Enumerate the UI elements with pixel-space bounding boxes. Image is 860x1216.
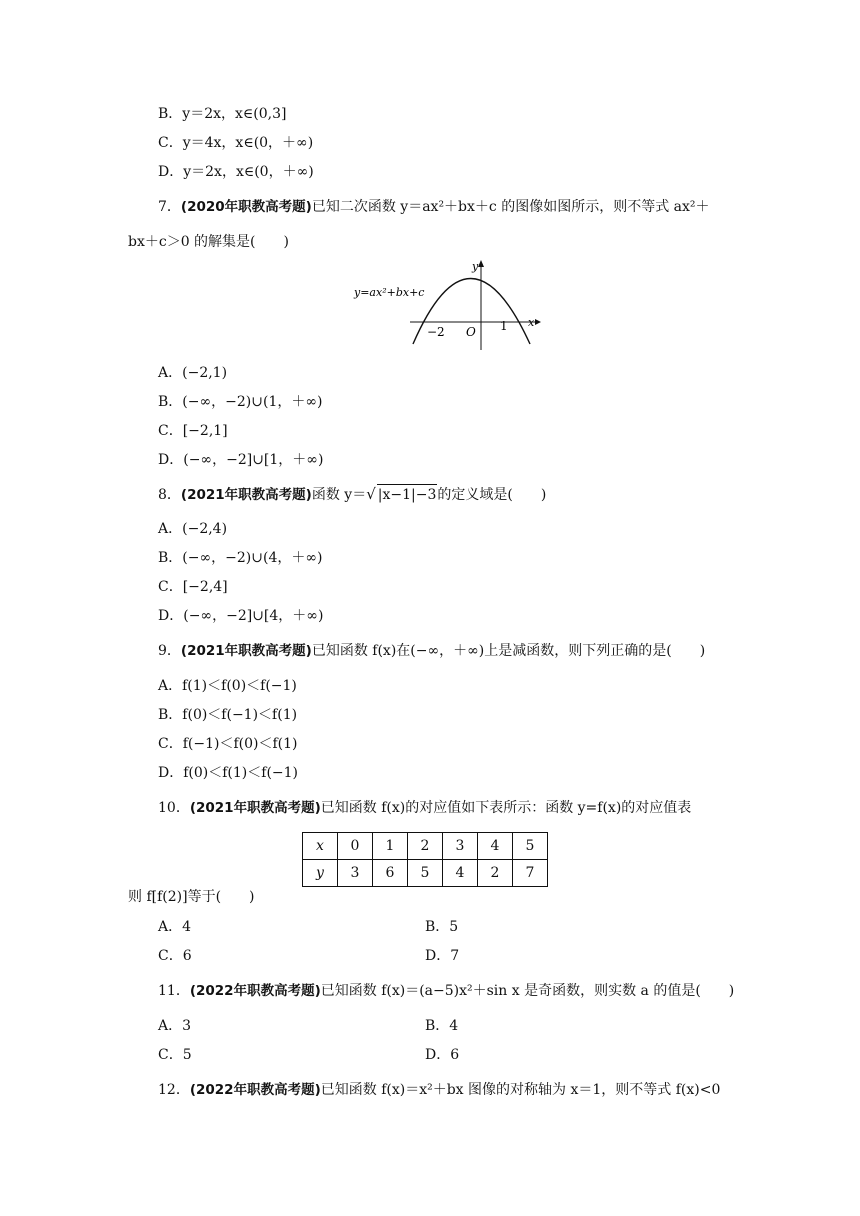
table-cell: 4: [478, 833, 513, 860]
q7-option-a: A．(−2,1): [158, 365, 228, 381]
x-axis-label: x: [528, 316, 535, 329]
table-row-y: [303, 860, 548, 887]
q9-option-a: A．f(1)＜f(0)＜f(−1): [158, 678, 297, 694]
q7-parabola-graph: [350, 258, 550, 353]
q8-option-d: D．(−∞，−2]∪[4，＋∞): [158, 608, 324, 624]
q11-option-c: C．5: [158, 1047, 192, 1063]
q11-option-d: D．6: [425, 1047, 460, 1063]
q7-option-d: D．(−∞，−2]∪[1，＋∞): [158, 452, 324, 468]
q12-stem: 12．(2022年职教高考题)已知函数 f(x)＝x²＋bx 图像的对称轴为 x＝1，则不等式 f(x)<0: [158, 1082, 721, 1098]
q9-option-d: D．f(0)＜f(1)＜f(−1): [158, 765, 299, 781]
q10-option-a: A．4: [158, 919, 192, 935]
q11-stem: 11．(2022年职教高考题)已知函数 f(x)＝(a−5)x²＋sin x 是奇函数，则实数 a 的值是( ): [158, 983, 735, 999]
table-cell: 5: [513, 833, 548, 860]
origin-label: O: [466, 325, 476, 339]
q8-option-a: A．(−2,4): [158, 521, 228, 537]
table-cell: 5: [408, 860, 443, 887]
q9-option-b: B．f(0)＜f(−1)＜f(1): [158, 707, 298, 723]
q11-option-b: B．4: [425, 1018, 459, 1034]
y-axis-label: y: [472, 260, 479, 273]
q9-stem: 9．(2021年职教高考题)已知函数 f(x)在(−∞，＋∞)上是减函数，则下列正确的是( ): [158, 643, 706, 659]
table-cell: 1: [373, 833, 408, 860]
table-header-y: y: [303, 860, 338, 887]
q8-option-c: C．[−2,4]: [158, 579, 228, 595]
q9-option-c: C．f(−1)＜f(0)＜f(1): [158, 736, 298, 752]
table-cell: 3: [443, 833, 478, 860]
table-cell: 3: [338, 860, 373, 887]
q8-option-b: B．(−∞，−2)∪(4，＋∞): [158, 550, 323, 566]
q7-option-b: B．(−∞，−2)∪(1，＋∞): [158, 394, 323, 410]
q10-option-b: B．5: [425, 919, 459, 935]
table-cell: 6: [373, 860, 408, 887]
q7-stem-line2: bx＋c＞0 的解集是( ): [128, 234, 289, 250]
q10-stem: 10．(2021年职教高考题)已知函数 f(x)的对应值如下表所示：函数 y=f(x)的对应值表: [158, 800, 692, 816]
table-cell: 2: [478, 860, 513, 887]
q8-stem: 8．(2021年职教高考题)函数 y＝√ |x−1|−3的定义域是( ): [158, 485, 547, 503]
root-left-label: −2: [427, 325, 445, 339]
table-cell: 4: [443, 860, 478, 887]
q10-option-d: D．7: [425, 948, 460, 964]
table-cell: 2: [408, 833, 443, 860]
x-axis-arrow: [535, 319, 541, 325]
q10-followup: 则 f[f(2)]等于( ): [128, 889, 255, 905]
function-label: y=ax²+bx+c: [354, 286, 425, 299]
q7-option-c: C．[−2,1]: [158, 423, 228, 439]
table-header-x: x: [303, 833, 338, 860]
q10-option-c: C．6: [158, 948, 192, 964]
value-table: [302, 832, 548, 887]
y-axis-arrow: [478, 260, 484, 267]
q6-option-c: C．y＝4x，x∈(0，＋∞): [158, 135, 314, 151]
root-right-label: 1: [500, 319, 508, 333]
table-row-x: [303, 833, 548, 860]
table-cell: 7: [513, 860, 548, 887]
q6-option-b: B．y＝2x，x∈(0,3]: [158, 106, 287, 122]
q6-option-d: D．y＝2x，x∈(0，＋∞): [158, 164, 314, 180]
q11-option-a: A．3: [158, 1018, 192, 1034]
q7-stem-line1: 7．(2020年职教高考题)已知二次函数 y＝ax²＋bx＋c 的图像如图所示，则不等式 ax²＋: [158, 199, 710, 215]
table-cell: 0: [338, 833, 373, 860]
